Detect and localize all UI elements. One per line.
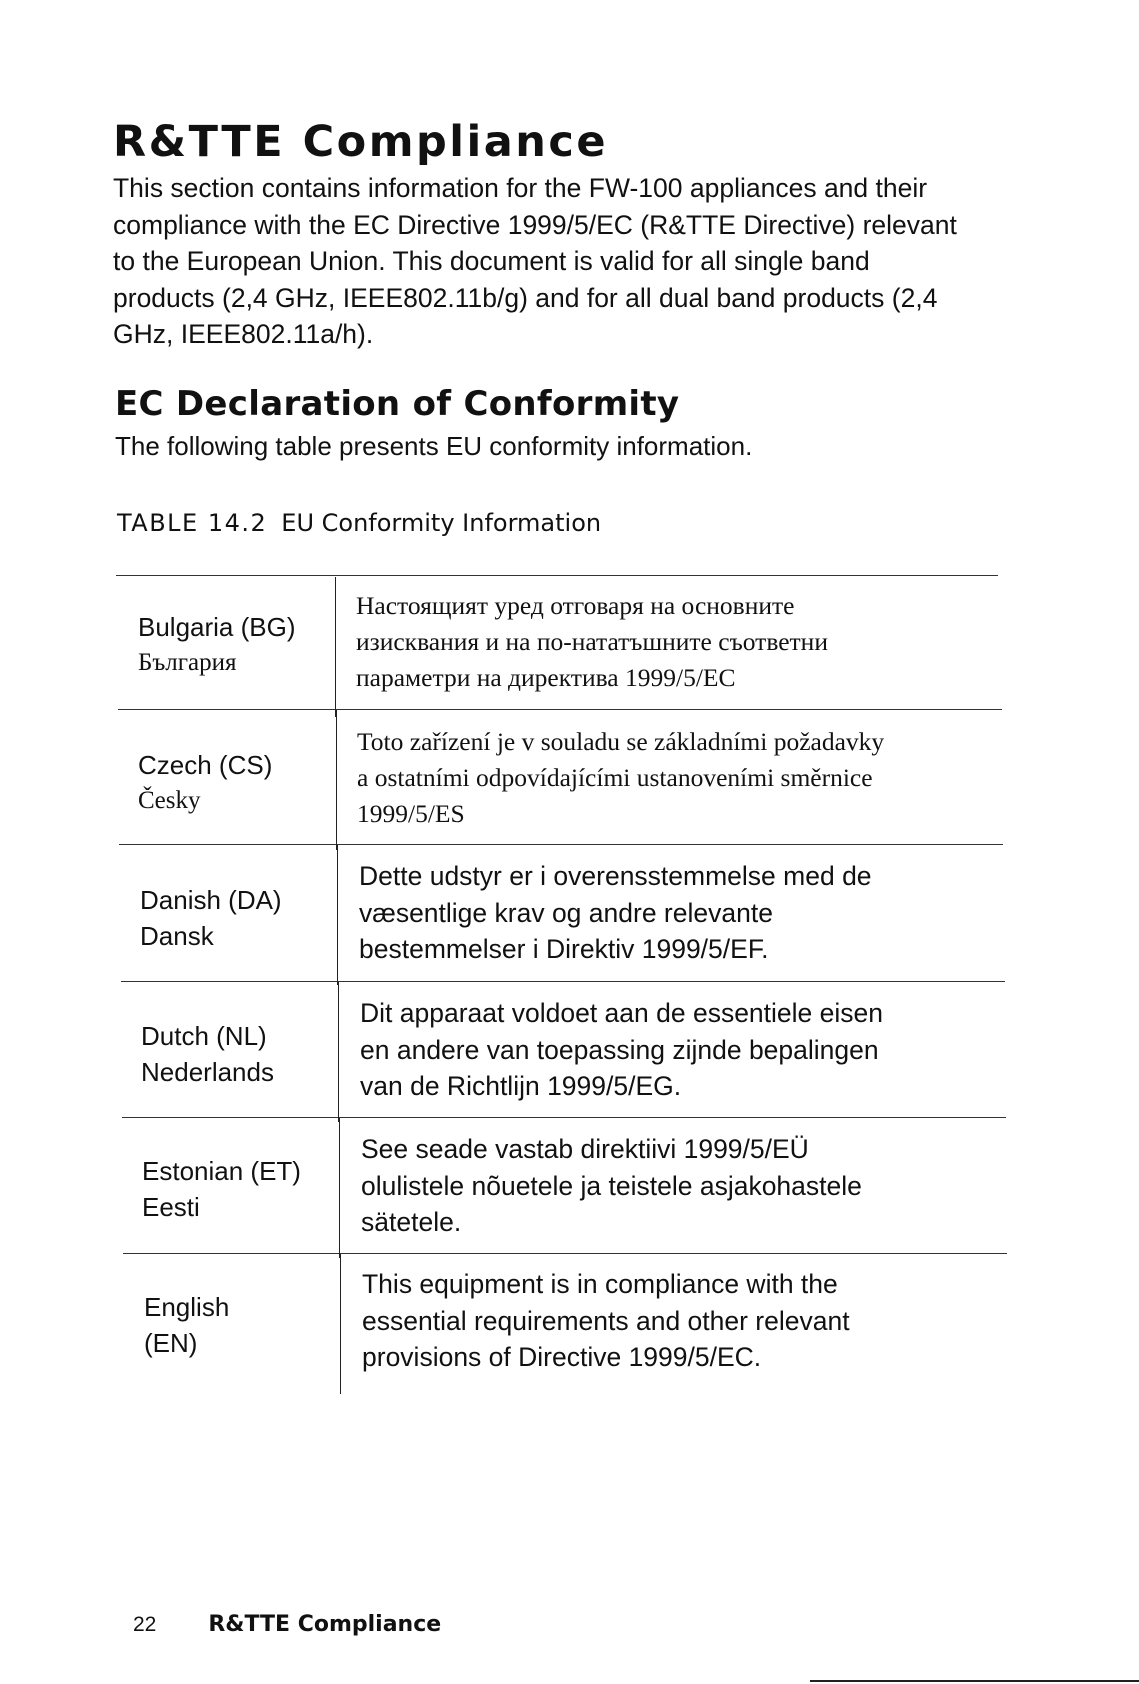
column-divider [337, 845, 338, 985]
column-divider [340, 1254, 341, 1394]
page-number: 22 [133, 1613, 157, 1636]
section-intro: The following table presents EU conformity information. [115, 431, 753, 461]
row-divider [118, 709, 1002, 710]
table-caption [117, 506, 601, 540]
statement-line: 1999/5/ES [357, 799, 465, 828]
statement-line: bestemmelser i Direktiv 1999/5/EF. [359, 934, 769, 964]
statement-line: Dit apparaat voldoet aan de essentiele eisen [360, 998, 883, 1028]
column-divider [336, 710, 337, 850]
row-divider [122, 1117, 1006, 1118]
table-row-language [142, 1153, 301, 1225]
language-name: Dutch (NL) [141, 1021, 267, 1051]
language-native-name: Nederlands [141, 1057, 274, 1087]
language-native-name: Dansk [140, 921, 214, 951]
statement-line: Dette udstyr er i overensstemmelse med de [359, 861, 872, 891]
column-divider [338, 982, 339, 1122]
intro-line: compliance with the EC Directive 1999/5/EC (R&TTE Directive) relevant [113, 209, 957, 240]
table-row-language [144, 1289, 229, 1361]
table-row-statement [361, 1131, 862, 1241]
page-title: R&TTE Compliance [113, 117, 609, 167]
statement-line: provisions of Directive 1999/5/EC. [362, 1342, 762, 1372]
statement-line: a ostatními odpovídajícími ustanoveními směrnice [357, 763, 873, 792]
statement-line: This equipment is in compliance with the [362, 1269, 838, 1299]
language-native-name: България [138, 649, 237, 676]
table-top-rule [116, 575, 998, 576]
statement-line: Настоящият уред отговаря на основните [356, 591, 795, 620]
column-divider [335, 577, 336, 717]
statement-line: olulistele nõuetele ja teistele asjakohastele [361, 1170, 862, 1201]
statement-line: See seade vastab direktiivi 1999/5/EÜ [361, 1134, 809, 1164]
column-divider [339, 1118, 340, 1258]
statement-line: van de Richtlijn 1999/5/EG. [360, 1071, 682, 1101]
statement-line: essential requirements and other relevant [362, 1305, 850, 1336]
statement-line: Toto zařízení je v souladu se základními požadavky [357, 727, 885, 756]
statement-line: en andere van toepassing zijnde bepalingen [360, 1034, 879, 1065]
intro-line: products (2,4 GHz, IEEE802.11b/g) and for all dual band products (2,4 [113, 282, 938, 313]
table-row-statement [360, 995, 883, 1105]
language-name: Estonian (ET) [142, 1156, 301, 1186]
section-title: EC Declaration of Conformity [115, 384, 680, 424]
language-name: Bulgaria (BG) [138, 612, 296, 642]
intro-line: to the European Union. This document is valid for all single band [113, 246, 870, 276]
intro-line: GHz, IEEE802.11a/h). [113, 319, 374, 349]
table-row-language [140, 882, 282, 954]
table-caption-number: TABLE 14.2 [117, 509, 268, 537]
intro-line: This section contains information for the FW-100 appliances and their [113, 173, 928, 203]
language-name: Czech (CS) [138, 750, 273, 780]
table-row-statement [357, 724, 884, 832]
page-footer [133, 1612, 441, 1637]
language-native-name: Česky [138, 787, 201, 814]
table-row-language [138, 747, 272, 819]
language-native-name: Eesti [142, 1192, 200, 1222]
table-row-statement [356, 588, 828, 696]
intro-paragraph [113, 170, 1073, 353]
language-name: Danish (DA) [140, 885, 282, 915]
table-row-language [138, 609, 296, 681]
table-caption-title: EU Conformity Information [281, 509, 602, 537]
table-row-statement [362, 1266, 850, 1376]
row-divider [119, 844, 1003, 845]
statement-line: væsentlige krav og andre relevante [359, 897, 773, 928]
table-row-statement [359, 858, 872, 968]
page-edge-rule [810, 1680, 1139, 1682]
language-name: English [144, 1292, 230, 1322]
table-row-language [141, 1018, 274, 1090]
row-divider [121, 981, 1005, 982]
language-native-name: (EN) [144, 1328, 198, 1358]
row-divider [123, 1253, 1007, 1254]
statement-line: изисквания и на по-нататъшните съответни [356, 627, 828, 656]
running-title: R&TTE Compliance [208, 1612, 442, 1637]
statement-line: параметри на директива 1999/5/EC [356, 663, 736, 692]
statement-line: sätetele. [361, 1207, 462, 1237]
